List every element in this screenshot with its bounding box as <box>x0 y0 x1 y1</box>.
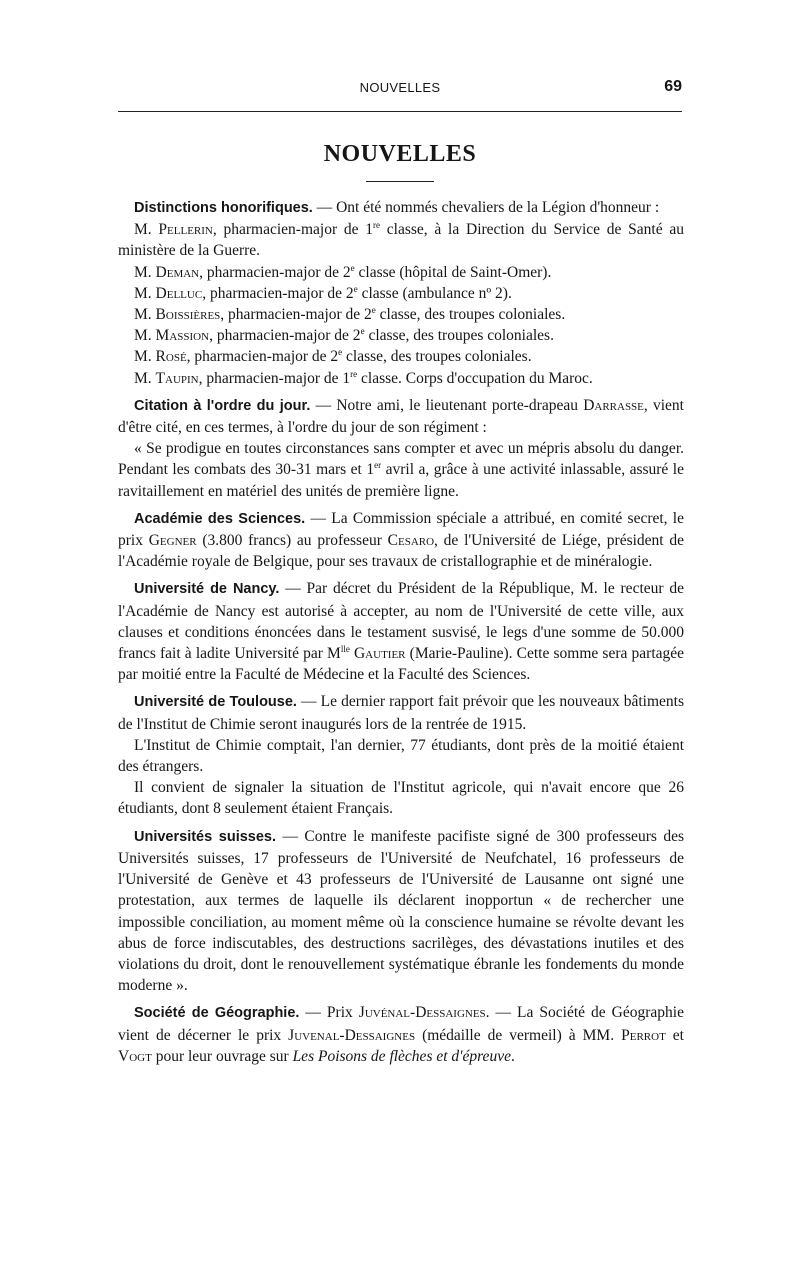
superscript: e <box>338 347 343 358</box>
text: , pharmacien-major de 2 <box>199 263 351 281</box>
lead-nancy: Université de Nancy. <box>134 581 280 598</box>
superscript: e <box>371 304 376 315</box>
book-title: Les Poisons de flèches et d'épreuve <box>292 1047 511 1065</box>
text: M. <box>134 221 159 239</box>
text: (3.800 francs) au professeur <box>196 532 388 550</box>
paragraph-toulouse-2: L'Institut de Chimie comptait, l'an dernier, 77 étudiants, dont près de la moitié étaient des étrangers. <box>118 736 684 776</box>
paragraph-citation <box>118 395 684 438</box>
lead-toulouse: Université de Toulouse. <box>134 694 297 711</box>
person-name: Boissières <box>155 306 221 324</box>
superscript: er <box>374 460 382 471</box>
superscript: e <box>350 262 355 273</box>
title-rule <box>366 181 434 182</box>
superscript: lle <box>340 643 350 654</box>
paragraph-suisses <box>118 826 684 997</box>
running-head <box>118 78 682 102</box>
person-name: Massion <box>155 327 210 345</box>
text: — Le dernier rapport fait prévoir que les nouveaux bâtiments de l'Institut de Chimie seront inaugurés lors de la rentrée de 1915. <box>118 693 684 733</box>
text: — Par décret du Président de la République, M. le recteur de l'Académie de Nancy est autorisé à accepter, au nom de l'Université de cette ville, aux clauses et conditions énoncées dans le testament susvisé, le legs d'une somme de 50.000 francs fait à ladite Université par M <box>118 580 684 663</box>
text: M. <box>134 284 156 302</box>
list-item <box>118 262 684 283</box>
list-item <box>118 219 684 261</box>
text: , pharmacien-major de 2 <box>209 327 361 345</box>
person-name: Cesaro <box>387 532 435 550</box>
text: , pharmacien-major de 2 <box>220 306 372 324</box>
person-name: Vogt <box>118 1047 152 1065</box>
text: classe (hôpital de Saint-Omer). <box>354 263 552 281</box>
text: — Contre le manifeste pacifiste signé de 300 professeurs des Universités suisses, 17 professeurs de l'Université de Neufchatel, 16 professeurs de l'Université de Genève et 43 professeurs de l'Université de Lausanne ont signé une protestation, aux termes de laquelle ils déclarent inopportun « de rechercher une impossible conciliation, au moment même où la conscience humaine se révolte devant les abus de force indiscutables, des destructions sacrilèges, des dévastations inutiles et des violations du droit, dont le renouvellement systématique ébranle les fondements du monde moderne ». <box>118 827 684 995</box>
paragraph-toulouse <box>118 691 684 734</box>
paragraph-geographie <box>118 1002 684 1067</box>
person-name: Delluc <box>155 284 203 302</box>
text: . <box>510 1047 515 1065</box>
person-name: Taupin <box>155 369 199 387</box>
lead-distinctions: Distinctions honorifiques. <box>134 200 313 216</box>
lead-geographie: Société de Géographie. <box>134 1005 300 1022</box>
text: « Se prodigue en toutes circonstances sans compter et avec un mépris absolu du danger. Pendant les combats des 30-31 mars et 1 <box>118 440 684 479</box>
text: . — La Société de Géographie vient de décerner le prix <box>118 1004 684 1044</box>
text: — Notre ami, le lieutenant porte-drapeau <box>310 396 584 414</box>
person-name: Gegner <box>148 532 197 550</box>
list-item <box>118 368 684 389</box>
text: (médaille de vermeil) à MM. <box>415 1026 622 1044</box>
person-name: Pellerin <box>158 221 213 239</box>
person-name: Darrasse <box>583 396 644 414</box>
text: , pharmacien-major de 2 <box>186 348 339 366</box>
text: , pharmacien-major de 1 <box>212 221 374 239</box>
paragraph-toulouse-3: Il convient de signaler la situation de l'Institut agricole, qui n'avait encore que 26 étudiants, dont 8 seulement étaient Français. <box>118 779 684 818</box>
text: classe, des troupes coloniales. <box>375 306 566 324</box>
person-name: Perrot <box>621 1026 666 1044</box>
text: pour leur ouvrage sur <box>151 1047 293 1065</box>
list-item <box>118 304 684 325</box>
article-body <box>118 197 684 1067</box>
list-item <box>118 283 684 304</box>
list-item <box>118 325 684 346</box>
paragraph-nancy <box>118 578 684 685</box>
lead-suisses: Universités suisses. <box>134 828 277 845</box>
list-item <box>118 346 684 367</box>
text: classe, des troupes coloniales. <box>342 348 532 366</box>
text: — La Commission spéciale a attribué, en comité secret, le prix <box>118 509 684 550</box>
text: classe (ambulance nº 2). <box>357 284 512 302</box>
superscript: e <box>360 326 365 337</box>
text: classe, des troupes coloniales. <box>364 327 554 345</box>
text: , de l'Université de Liége, président de l'Académie royale de Belgique, pour ses travaux de cristallographie et de minéralogie. <box>118 532 684 571</box>
text: M. <box>134 369 156 387</box>
text: avril a, grâce à une activité inlassable, assuré le ravitaillement en matériel des unités de première ligne. <box>118 461 684 500</box>
text: M. <box>134 348 156 366</box>
person-name: Gautier <box>353 645 406 663</box>
lead-academie: Académie des Sciences. <box>134 510 306 527</box>
superscript: re <box>373 220 381 231</box>
text: classe, à la Direction du Service de Santé au ministère de la Guerre. <box>118 221 684 260</box>
header-rule <box>118 111 682 112</box>
paragraph-quote <box>118 438 684 502</box>
prize-name: Juvenal-Dessaignes <box>288 1026 416 1044</box>
text: classe. Corps d'occupation du Maroc. <box>357 369 593 387</box>
text: M. <box>134 306 156 324</box>
prize-name: Juvénal-Dessaignes <box>358 1004 486 1022</box>
paragraph-distinctions <box>118 197 684 219</box>
person-name: Deman <box>155 263 200 281</box>
running-title: NOUVELLES <box>359 80 441 95</box>
text: (Marie-Pauline). Cette somme sera partagée par moitié entre la Faculté de Médecine et la Faculté des Sciences. <box>118 645 685 684</box>
superscript: re <box>350 368 358 379</box>
text: — Ont été nommés chevaliers de la Légion d'honneur : <box>312 199 660 216</box>
lead-citation: Citation à l'ordre du jour. <box>134 397 311 414</box>
person-name: Rosé <box>155 348 187 366</box>
text: M. <box>134 327 156 345</box>
superscript: e <box>353 283 358 294</box>
text: M. <box>134 263 156 281</box>
page-title: NOUVELLES <box>323 141 477 167</box>
text: et <box>665 1026 684 1044</box>
paragraph-academie <box>118 508 684 573</box>
text: , pharmacien-major de 1 <box>198 369 351 387</box>
text: — Prix <box>299 1004 359 1022</box>
text: , vient d'être cité, en ces termes, à l'ordre du jour de son régiment : <box>118 396 684 437</box>
text: , pharmacien-major de 2 <box>202 284 354 302</box>
page-number: 69 <box>664 78 682 95</box>
